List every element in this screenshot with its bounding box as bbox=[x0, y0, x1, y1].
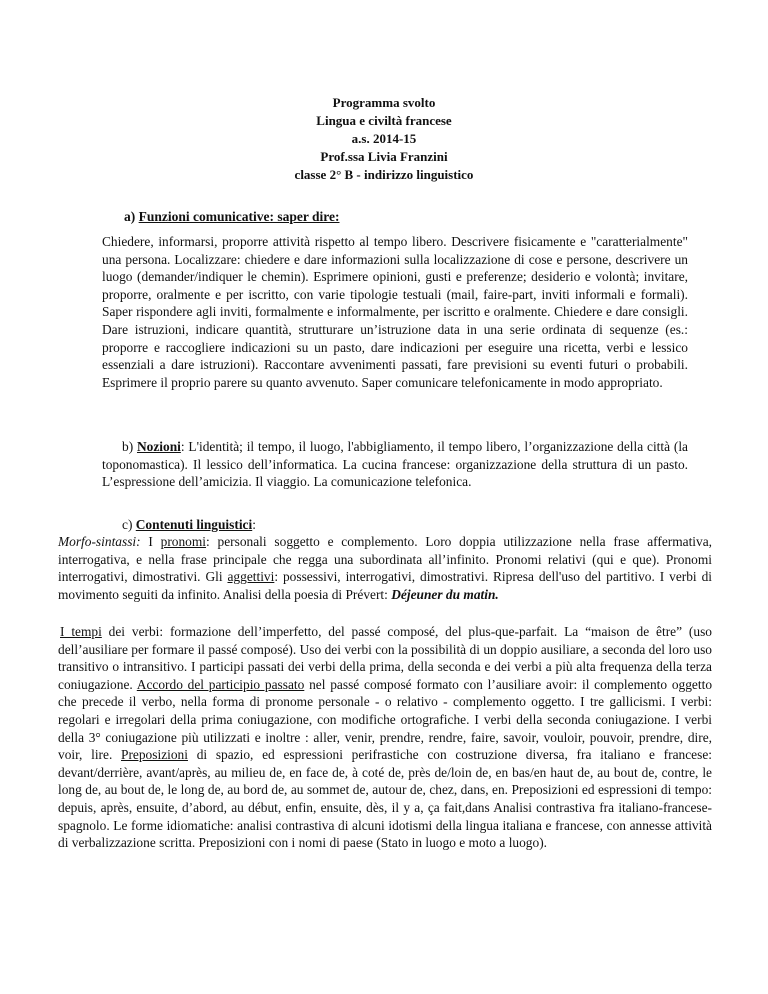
text-run: I bbox=[140, 534, 161, 549]
section-b-paragraph bbox=[102, 438, 688, 491]
header-subject: Lingua e civiltà francese bbox=[316, 113, 452, 128]
section-b-text: : L'identità; il tempo, il luogo, l'abbigliamento, il tempo libero, l’organizzazione della città (la toponomastica). Il lessico dell’informatica. La cucina francese: organizzazione della struttura di un pasto. L’espressione dell’amicizia. Il viaggio. La comunicazione telefonica. bbox=[102, 439, 688, 490]
accordo-term: Accordo del participio passato bbox=[136, 676, 305, 692]
poem-title: Déjeuner du matin. bbox=[391, 586, 499, 602]
text-run: : possessivi, interrogativi, dimostrativi. Ripresa dell'uso del partitivo. I verbi di movimento seguiti da infinito. Analisi della poesia di Prévert: bbox=[58, 569, 712, 602]
section-c-morfo-paragraph bbox=[58, 533, 712, 603]
header-class: classe 2° B - indirizzo linguistico bbox=[294, 167, 474, 182]
text-run: dei verbi: formazione dell’imperfetto, del passé composé, del plus-que-parfait. La “maison de être” (uso dell’ausiliare per formare il passé composé). Uso dei verbi con la possibilità di un doppio ausiliare, a seconda del loro uso transitivo o intransitivo. I participi passati dei verbi della prima, della seconda e dei verbi a più alta frequenza della terza coniugazione. bbox=[58, 624, 712, 692]
text-run: : personali soggetto e complemento. Loro doppia utilizzazione nella frase affermativa, interrogativa, e nella frase principale che regga una subordinata all’infinito. Pronomi relativi (qui e que). Pronomi interrogativi, dimostrativi. Gli bbox=[58, 534, 713, 585]
section-c-title: Contenuti linguistici bbox=[135, 517, 253, 532]
header-title: Programma svolto bbox=[332, 95, 436, 110]
section-c-suffix: : bbox=[252, 517, 256, 532]
section-a-heading bbox=[124, 209, 340, 225]
section-a-prefix: a) bbox=[124, 209, 139, 224]
header-teacher: Prof.ssa Livia Franzini bbox=[320, 149, 448, 164]
section-c-heading bbox=[102, 517, 256, 533]
section-a-paragraph: Chiedere, informarsi, proporre attività rispetto al tempo libero. Descrivere fisicamente e "caratterialmente" una persona. Localizzare: chiedere e dare informazioni sulla localizzazione di cose e persone, descrivere un luogo (demander/indiquer le chemin). Esprimere opinioni, gusti e preferenze; desiderio e volontà; invitare, proporre, oralmente e per iscritto, con varie tipologie testuali (mail, faire-part, inviti informali e formali). Saper rispondere agli inviti, formalmente e informalmente, per iscritto e oralmente. Chiedere e dare consigli. Dare istruzioni, indicare quantità, strutturare un’istruzione data in una serie ordinata di sequenze (es.: proporre e raccogliere indicazioni su un pasto, dare indicazioni per eseguire una ricetta, verbi e lessico essenziali a dare istruzioni). Raccontare avvenimenti passati, fare previsioni su eventi futuri o probabili. Esprimere il proprio parere su quanto avvenuto. Saper comunicare telefonicamente in modo appropriato. bbox=[102, 234, 688, 390]
text-run: nel passé composé formato con l’ausiliare avoir: il complemento oggetto che precede il verbo, nella forma di pronome personale - o relativo - complemento oggetto. I tre gallicismi. I verbi: regolari e irregolari della prima coniugazione, con modifiche ortografiche. I verbi della seconda coniugazione. I verbi della 3° coniugazione più utilizzati e inoltre : aller, venir, prendre, rendre, faire, savoir, vouloir, pouvoir, prendre, dire, voir, lire. bbox=[58, 676, 713, 763]
morfo-label: Morfo-sintassi: bbox=[58, 534, 141, 549]
tempi-term: I tempi bbox=[60, 624, 102, 639]
section-b-title: Nozioni bbox=[136, 439, 181, 454]
header-school-year: a.s. 2014-15 bbox=[351, 131, 417, 146]
text-run: di spazio, ed espressioni perifrastiche con costruzione diversa, fra italiano e francese: devant/derrière, avant/après, au milieu de, en face de, à coté de, près de/loin de, en bas/en haut de, au bout de, contre, le long de, au bout de, le long de, au bord de, au sommet de, autour de, chez, dans, en. Preposizioni ed espressioni di tempo: depuis, après, ensuite, d’abord, au début, enfin, ensuite, dès, il y a, ça fait,dans Analisi contrastiva fra italiano-francese-spagnolo. Le forme idiomatiche: analisi contrastiva di alcuni idotismi della lingua italiana e francese, con annesse attività di verbalizzazione scritta. Preposizioni con i nomi di paese (Stato in luogo e moto a luogo). bbox=[58, 747, 712, 851]
section-b-prefix: b) bbox=[122, 439, 137, 454]
preposizioni-term: Preposizioni bbox=[121, 747, 188, 763]
section-a-title: Funzioni comunicative: saper dire: bbox=[138, 209, 340, 224]
aggettivi-term: aggettivi bbox=[227, 569, 275, 585]
section-c-tempi-paragraph bbox=[58, 623, 712, 852]
pronomi-term: pronomi bbox=[160, 534, 207, 549]
section-c-prefix: c) bbox=[122, 517, 136, 532]
document-header bbox=[0, 94, 768, 184]
